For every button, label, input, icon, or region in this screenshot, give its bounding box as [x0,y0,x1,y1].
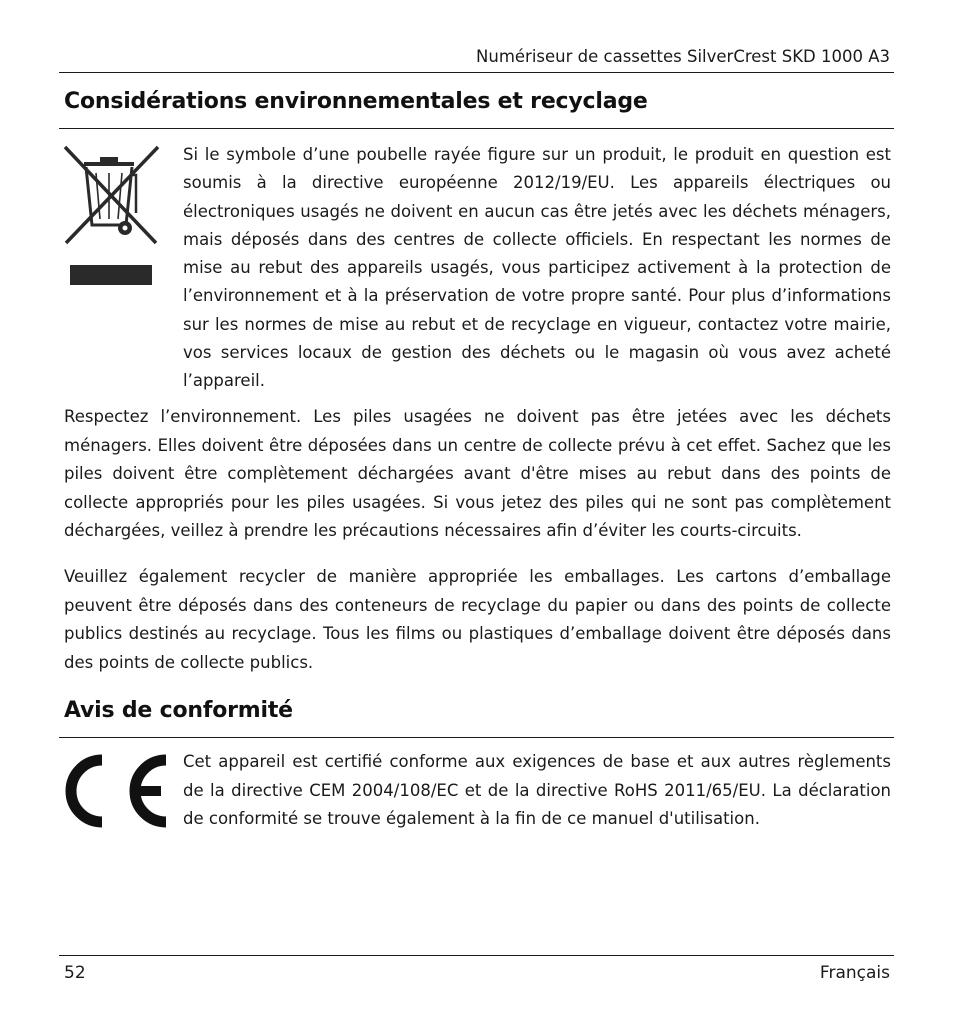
crossed-out-wheelie-bin-icon [62,145,162,291]
ce-mark-icon [62,752,172,834]
section-rule-environment [59,128,894,129]
footer-rule [59,955,894,956]
header-rule [59,72,894,73]
batteries-paragraph: Respectez l’environnement. Les piles usagées ne doivent pas être jetées avec les déchets ménagers. Elles doivent être déposées dans un centre de collecte prévu à cet effet. Sachez que les piles doivent être complètement déchargées avant d'être mises au rebut dans des points de collecte appropriés pour les piles usagées. Si vous jetez des piles qui ne sont pas complètement déchargées, veillez à prendre les précautions nécessaires afin d’éviter les courts-circuits. [64,407,891,540]
section-heading-conformity: Avis de conformité [64,698,293,723]
footer-language: Français [819,963,890,983]
page-number: 52 [64,963,86,983]
section-heading-environment: Considérations environnementales et recyclage [64,89,648,114]
packaging-paragraph: Veuillez également recycler de manière appropriée les emballages. Les cartons d’emballage peuvent être déposés dans des conteneurs de recyclage du papier ou dans des points de collecte publics destinés au recyclage. Tous les films ou plastiques d’emballage doivent être déposés dans des points de collecte publics. [64,567,891,672]
section-rule-conformity [59,737,894,738]
header-title: Numériseur de cassettes SilverCrest SKD 1000 A3 [476,47,890,66]
env-intro-paragraph: Si le symbole d’une poubelle rayée figure sur un produit, le produit en question est soumis à la directive européenne 2012/19/EU. Les appareils électriques ou électroniques usagés ne doivent en aucun cas être jetés avec les déchets ménagers, mais déposés dans des centres de collecte officiels. En respectant les normes de mise au rebut des appareils usagés, vous participez activement à la protection de l’environnement et à la préservation de votre propre santé. Pour plus d’informations sur les normes de mise au rebut et de recyclage en vigueur, contactez votre mairie, vos services locaux de gestion des déchets ou le magasin où vous avez acheté l’appareil. [183,145,891,391]
conformity-paragraph: Cet appareil est certifié conforme aux exigences de base et aux autres règlements de la directive CEM 2004/108/EC et de la directive RoHS 2011/65/EU. La déclaration de conformité se trouve également à la fin de ce manuel d'utilisation. [183,752,891,828]
